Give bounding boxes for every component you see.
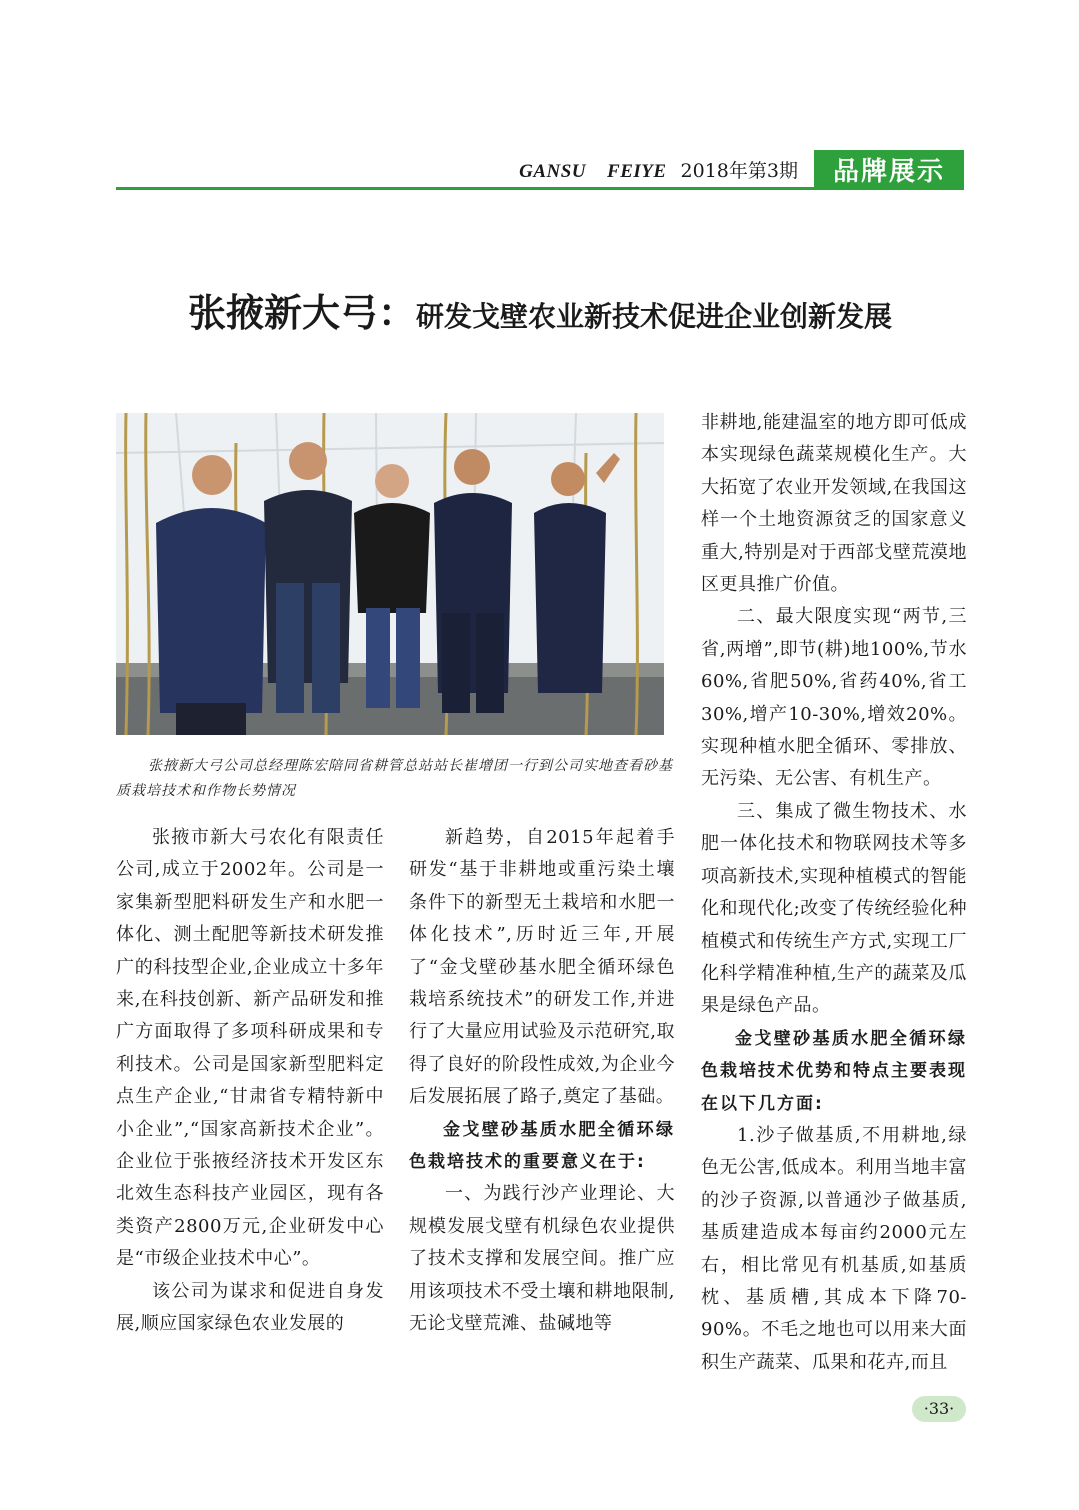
paragraph: 三、集成了微生物技术、水肥一体化技术和物联网技术等多项高新技术,实现种植模式的智能化和现代化;改变了传统经验化种植模式和传统生产方式,实现工厂化科学精准种植,生产的蔬菜及瓜果是绿色产品。 (701, 800, 967, 1017)
article-title (116, 282, 964, 337)
paragraph: 新趋势，自2015年起着手研发“基于非耕地或重污染土壤条件下的新型无土栽培和水肥一体化技术”,历时近三年,开展了“金戈壁砂基水肥全循环绿色栽培系统技术”的研发工作,并进行了大量应用试验及示范研究,取得了良好的阶段性成效,为企业今后发展拓展了路子,奠定了基础。 (409, 827, 675, 1108)
page-header (116, 150, 964, 190)
column-2 (409, 822, 675, 1341)
column-1 (116, 822, 384, 1341)
magazine-name: GANSU FEIYE (519, 161, 667, 182)
header-text (519, 156, 798, 183)
article-photo (116, 413, 664, 735)
paragraph: 一、为践行沙产业理论、大规模发展戈壁有机绿色农业提供了技术支撑和发展空间。推广应用该项技术不受土壤和耕地限制,无论戈壁荒滩、盐碱地等 (409, 1183, 675, 1335)
section-heading: 金戈壁砂基质水肥全循环绿色栽培技术的重要意义在于: (409, 1119, 675, 1173)
header-rule (116, 187, 964, 190)
paragraph: 1.沙子做基质,不用耕地,绿色无公害,低成本。利用当地丰富的沙子资源,以普通沙子做基质,基质建造成本每亩约2000元左右，相比常见有机基质,如基质枕、基质槽,其成本下降70-90%。不毛之地也可以用来大面积生产蔬菜、瓜果和花卉,而且 (701, 1124, 967, 1373)
issue-label: 2018年第3期 (680, 160, 798, 182)
section-badge: 品牌展示 (814, 150, 964, 188)
page-number: ·33· (912, 1396, 966, 1422)
photo-caption: 张掖新大弓公司总经理陈宏陪同省耕管总站站长崔增团一行到公司实地查看砂基质栽培技术和作物长势情况 (116, 758, 673, 799)
paragraph: 非耕地,能建温室的地方即可低成本实现绿色蔬菜规模化生产。大大拓宽了农业开发领域,在我国这样一个土地资源贫乏的国家意义重大,特别是对于西部戈壁荒漠地区更具推广价值。 (701, 412, 967, 596)
paragraph: 张掖市新大弓农化有限责任公司,成立于2002年。公司是一家集新型肥料研发生产和水肥一体化、测土配肥等新技术研发推广的科技型企业,企业成立十多年来,在科技创新、新产品研发和推广方面取得了多项科研成果和专利技术。公司是国家新型肥料定点生产企业,“甘肃省专精特新中小企业”,“国家高新技术企业”。企业位于张掖经济技术开发区东北效生态科技产业园区，现有各类资产2800万元,企业研发中心是“市级企业技术中心”。 (116, 827, 384, 1270)
column-3 (701, 407, 967, 1379)
paragraph: 该公司为谋求和促进自身发展,顺应国家绿色农业发展的 (116, 1280, 384, 1335)
title-main: 张掖新大弓 (187, 291, 378, 335)
title-separator: ： (377, 291, 416, 335)
title-subtitle: 研发戈壁农业新技术促进企业创新发展 (416, 300, 893, 333)
section-heading: 金戈壁砂基质水肥全循环绿色栽培技术优势和特点主要表现在以下几方面: (701, 1028, 967, 1114)
paragraph: 二、最大限度实现“两节,三省,两增”,即节(耕)地100%,节水60%,省肥50%,省药40%,省工30%,增产10-30%,增效20%。实现种植水肥全循环、零排放、无污染、无公害、有机生产。 (701, 606, 967, 790)
